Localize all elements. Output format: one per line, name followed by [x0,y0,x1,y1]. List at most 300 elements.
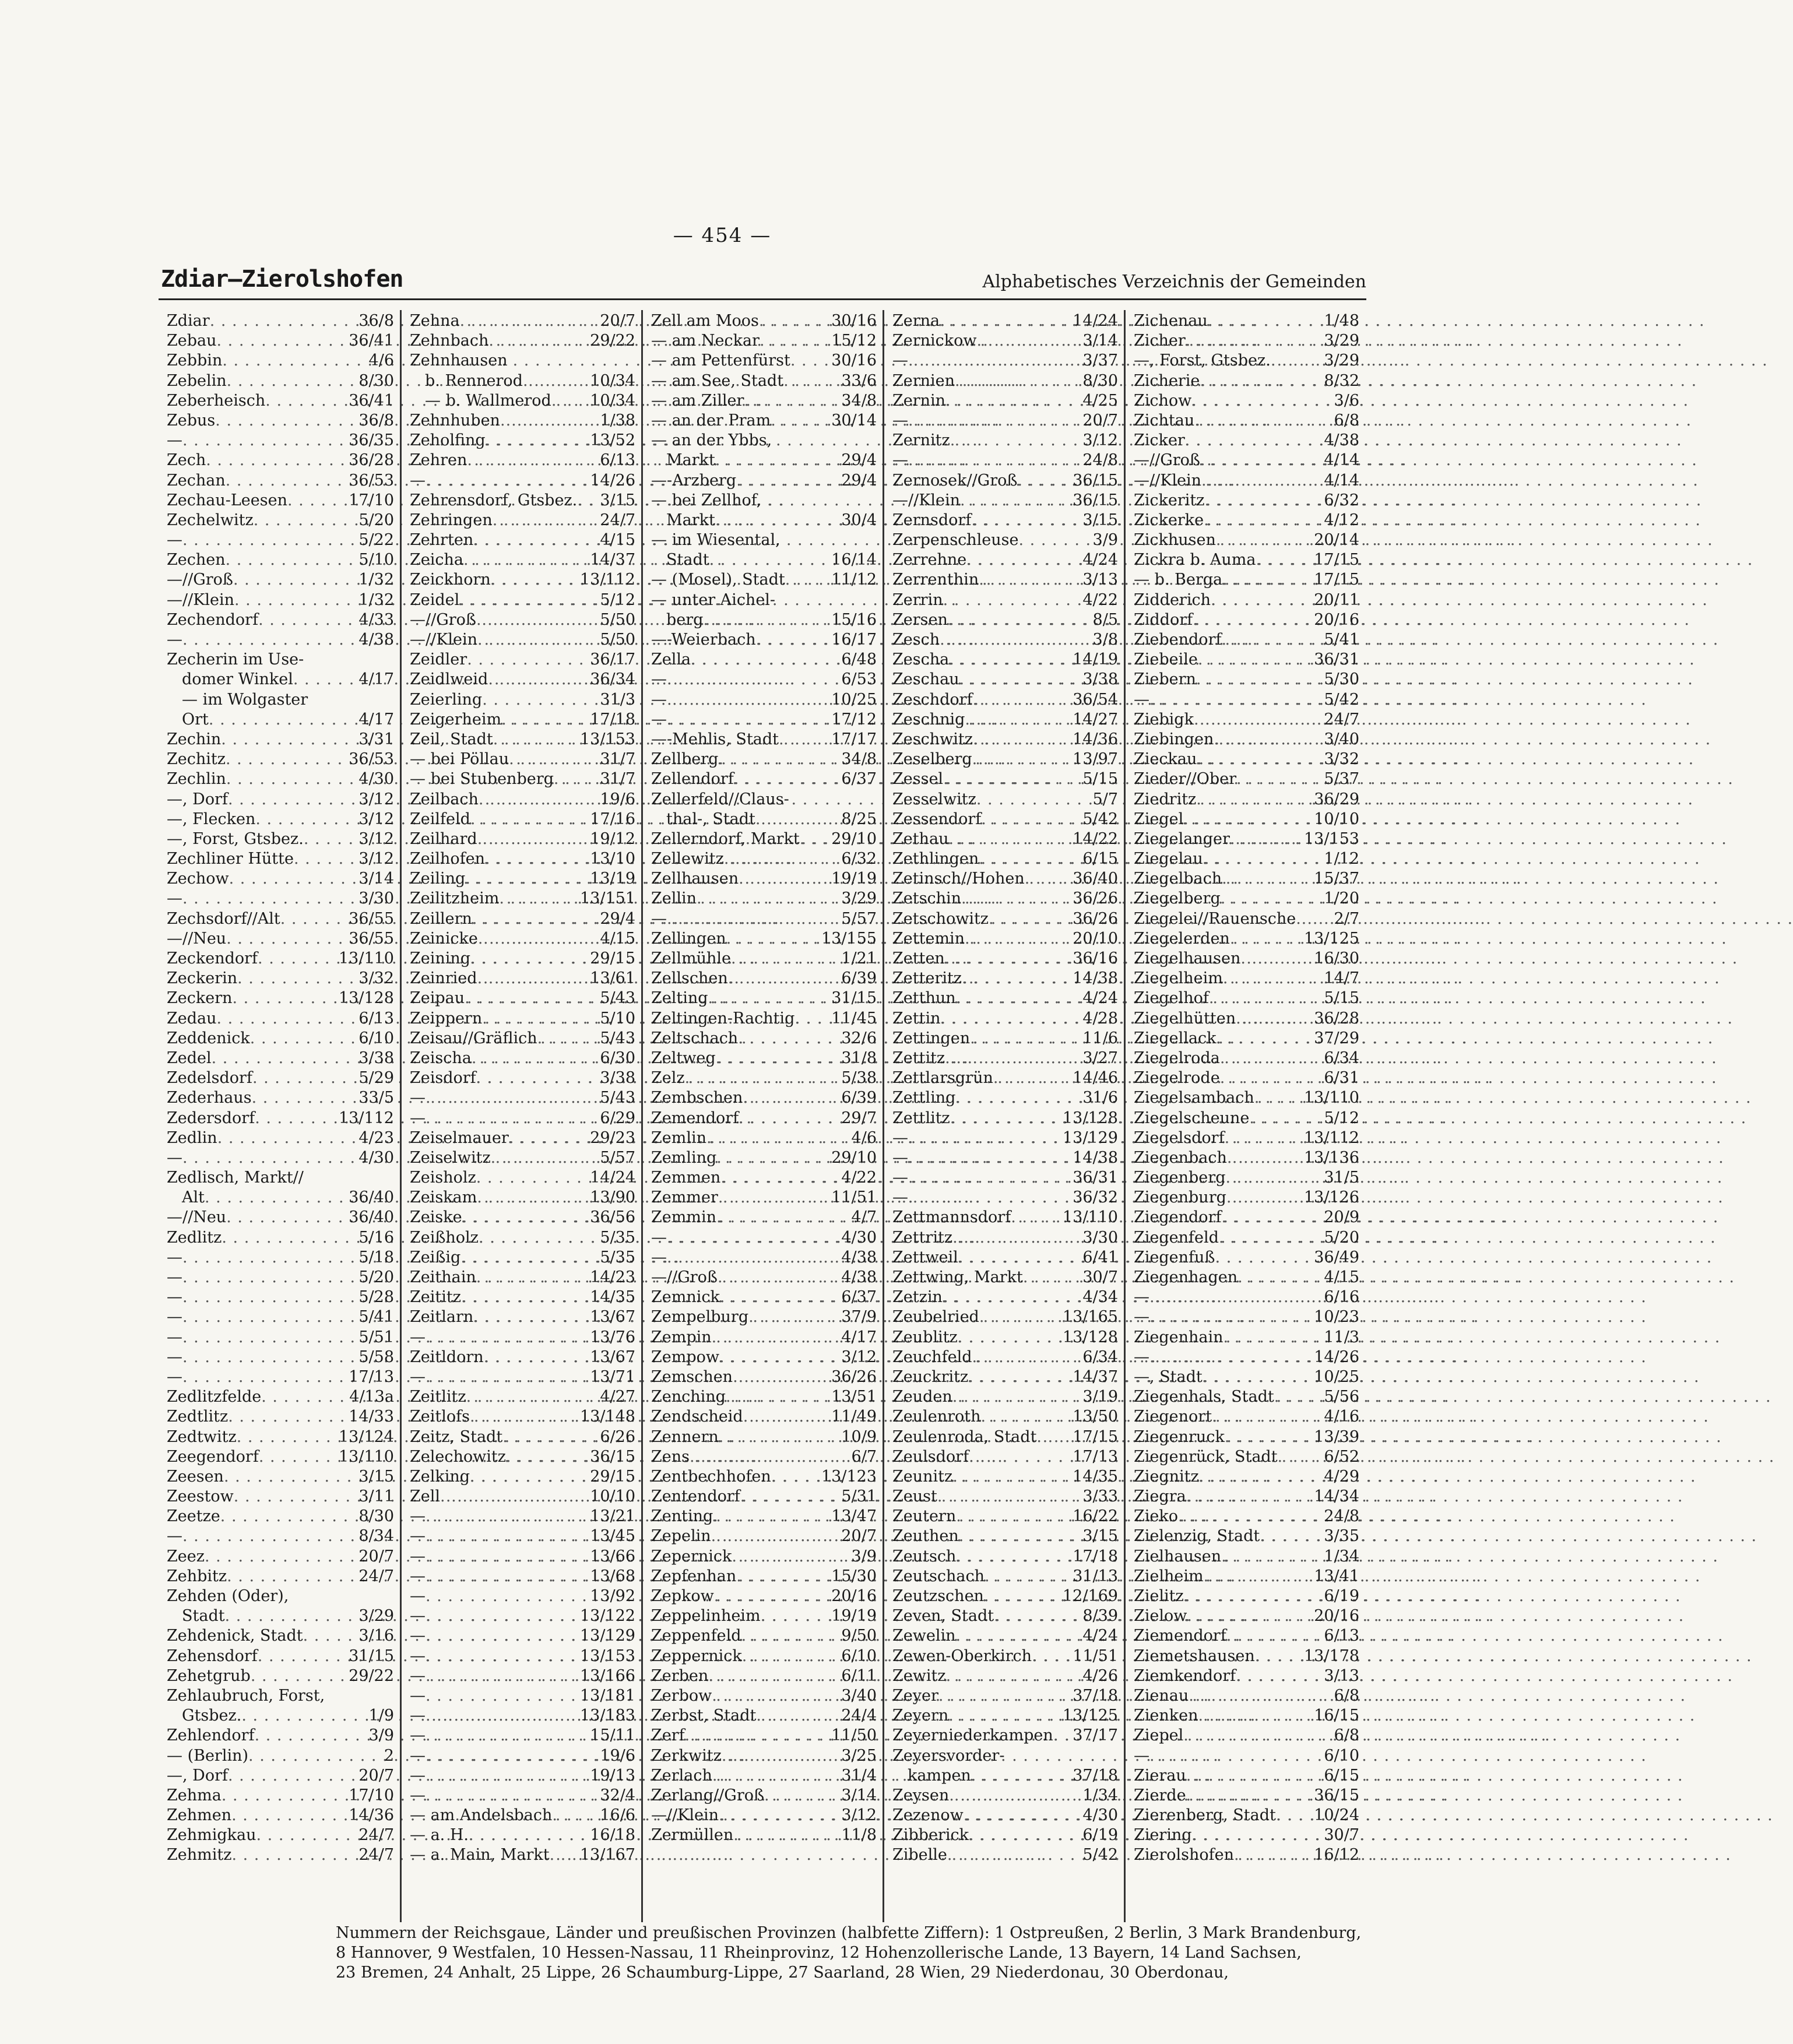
dot-leader [1224,1328,1322,1348]
entry-row [167,1487,394,1507]
entry-ref: 14/24 [1073,312,1118,330]
entry-ref: 3/38 [358,1049,394,1067]
column-1 [159,310,400,1922]
entry-row [167,750,394,769]
dot-leader [234,1487,357,1507]
dot-leader [228,1407,346,1427]
dot-leader [1196,670,1321,689]
entry-name: Ziebeile [1134,650,1198,669]
dot-leader [1186,1487,1312,1507]
dot-leader [462,1208,588,1227]
dot-leader [506,1447,588,1467]
entry-ref: 14/22 [1073,829,1118,848]
entry-name: Zettritz [892,1228,953,1247]
entry-ref: 14/26 [590,471,635,490]
entry-ref: 13/128 [1063,1328,1118,1346]
dot-leader [764,1786,839,1806]
entry-row [892,311,1118,331]
entry-name: Zembschen [651,1089,743,1107]
footer-line-2: 8 Hannover, 9 Westfalen, 10 Hessen-Nassau, 11 Rheinprovinz, 12 Hohenzollerische Lande, 13 Bayern, 14 Land Sachsen, [336,1944,1302,1962]
entry-row [1134,1507,1359,1526]
dot-leader [476,1268,588,1287]
entry-row [410,810,635,829]
entry-name: Ziegenfeld [1134,1228,1219,1247]
entry-ref: 3/13 [1082,571,1118,589]
entry-name: Zemmer [651,1188,718,1207]
entry-ref: 13/128 [339,989,394,1008]
entry-name: Ziddorf [1134,610,1193,629]
entry-name: Zeitldorn [410,1348,484,1366]
entry-ref: 24/7 [600,511,635,529]
entry-row [892,1547,1118,1567]
entry-ref: 5/42 [1082,1846,1118,1864]
entry-ref: 5/30 [1324,670,1359,689]
entry-row [410,1746,635,1766]
entry-ref: 29/15 [590,949,635,968]
entry-name: Zederhaus [167,1089,252,1107]
entry-ref: 30/14 [831,411,877,430]
dot-leader [465,988,597,1008]
entry-ref: 5/50 [600,631,635,649]
entry-ref: 4/38 [841,1248,877,1266]
entry-name: —//Klein [167,590,235,609]
entry-name: Ziegendorf [1134,1208,1222,1227]
entry-ref: 13/129 [1063,1128,1118,1147]
dot-leader [958,1248,1081,1268]
entry-ref: 3/30 [1082,1228,1118,1247]
entry-name: Zehren [410,451,467,470]
entry-ref: 2/7 [1334,909,1359,928]
entry-ref: 5/18 [358,1248,394,1266]
entry-ref: 11/51 [1073,1647,1118,1665]
entry-ref: 13/112 [580,571,635,589]
entry-row [167,909,394,929]
entry-row [892,750,1118,769]
entry-row [167,969,394,988]
entry-ref: 3/35 [1324,1527,1359,1546]
entry-row [651,1726,877,1746]
entry-row [892,1825,1118,1845]
entry-name: — [410,1686,426,1705]
entry-name: Zempow [651,1348,719,1366]
dot-leader [1222,570,1312,590]
entry-name: Zieckau [1134,750,1197,769]
entry-row [410,1706,635,1726]
dot-leader [293,670,356,689]
entry-row [892,790,1118,810]
entry-name: — [651,909,667,928]
entry-row [651,1447,877,1467]
entry-ref: 13/166 [580,1666,635,1685]
entry-row [1134,1387,1359,1407]
entry-ref: 8/30 [358,1507,394,1526]
entry-row [410,1526,635,1546]
entry-name: Zeyer [892,1686,938,1705]
entry-ref: 4/38 [841,1268,877,1286]
entry-ref: 37/29 [1314,1029,1359,1047]
entry-name: Zellendorf [651,770,734,789]
dot-leader [467,650,588,670]
entry-ref: 6/16 [1324,1288,1359,1307]
entry-name: — [167,631,182,649]
entry-name: Zeltschach [651,1029,739,1047]
entry-name: — [410,1666,426,1685]
entry-name: — [892,411,908,430]
entry-row [892,1706,1118,1726]
entry-row [410,1068,635,1088]
entry-ref: 5/28 [358,1288,394,1307]
dot-leader [182,431,346,451]
entry-row [167,530,394,550]
entry-name: Zeilhard [410,829,477,848]
entry-row [892,849,1118,869]
entry-row [651,790,877,810]
entry-ref: 5/20 [1324,1228,1359,1247]
entry-name: Zempin [651,1328,712,1346]
entry-name: Zeublitz [892,1328,958,1346]
entry-row [410,1168,635,1188]
dot-leader [1194,411,1331,431]
entry-ref: 13/21 [590,1507,635,1526]
entry-ref: 2 [384,1746,394,1765]
entry-ref: 3/32 [1324,750,1359,769]
dot-leader [1225,1427,1312,1447]
entry-ref: 34/8 [841,750,877,769]
entry-ref: 13/10 [590,850,635,868]
entry-row [410,331,635,351]
entry-ref: 5/42 [1324,690,1359,709]
entry-row [167,570,394,590]
dot-leader [718,1268,839,1287]
entry-name: — a. H. [410,1826,469,1845]
dot-leader [1199,1467,1322,1487]
entry-row [651,1507,877,1526]
entry-name: Ziegenfuß [1134,1248,1215,1266]
dot-leader [984,1586,1060,1606]
entry-row [1134,1567,1359,1586]
dot-leader [426,1586,588,1606]
dot-leader [1197,750,1321,769]
dot-leader [685,1068,839,1088]
dot-leader [985,1567,1070,1586]
entry-ref: 36/35 [349,431,394,450]
dot-leader [231,1806,346,1825]
entry-ref: 4/22 [1082,590,1118,609]
entry-ref: 6/34 [1082,1348,1118,1366]
dot-leader [1187,1606,1312,1626]
entry-ref: 1/34 [1082,1786,1118,1804]
entry-name: Zechitz [167,750,226,769]
entry-name: Zickeritz [1134,491,1205,509]
dot-leader [470,810,588,829]
entry-row [651,1746,877,1766]
dot-leader [217,1128,357,1148]
dot-leader [1236,1009,1312,1029]
entry-name: Zechelwitz [167,511,254,529]
entry-name: Zeithain [410,1268,476,1286]
entry-row [651,1586,877,1606]
entry-name: thal-, Stadt [666,810,755,828]
entry-name: — [1134,1746,1149,1765]
entry-name: — [892,1148,908,1167]
entry-name: Zeschau [892,670,959,689]
entry-row [892,331,1118,351]
dot-leader [1053,1726,1070,1746]
entry-row [167,1228,394,1248]
entry-name: Zechan [167,471,226,490]
dot-leader [486,431,588,451]
column-4 [883,310,1124,1922]
entry-ref: 3/29 [1324,332,1359,350]
dot-leader [1149,1287,1321,1307]
entry-ref: 20/7 [358,1547,394,1565]
entry-ref: 3/25 [841,1746,877,1765]
dot-leader [1184,1586,1322,1606]
dot-leader [224,1467,356,1487]
entry-name: Zernosek//Groß [892,471,1018,490]
entry-ref: 13/90 [590,1188,635,1207]
entry-name: Zessel [892,770,944,789]
entry-row [1134,391,1359,411]
entry-name: Zechow [167,870,229,888]
entry-row [410,1387,635,1407]
entry-row [167,610,394,630]
entry-ref: 8/30 [1082,371,1118,390]
dot-leader [1271,351,1322,371]
entry-row [892,371,1118,391]
dot-leader [960,491,1070,511]
entry-row [651,1109,877,1128]
entry-ref: 10/34 [590,371,635,390]
entry-name: —//Klein [410,631,478,649]
entry-ref: 5/10 [358,551,394,569]
dot-leader [225,1606,357,1626]
entry-row [410,730,635,750]
entry-ref: 36/28 [349,451,394,470]
dot-leader [228,1766,356,1786]
entry-ref: 10/10 [590,1487,635,1506]
dot-leader [210,311,357,331]
entry-name: — [1134,1348,1149,1366]
entry-row [892,650,1118,670]
entry-ref: 4/28 [1082,1009,1118,1028]
entry-ref: 29/4 [600,909,635,928]
entry-row [410,1268,635,1287]
entry-row [651,1467,877,1487]
entry-ref: 24/4 [841,1707,877,1725]
entry-ref: 4/23 [358,1128,394,1147]
entry-row [1134,511,1359,530]
entry-row [1134,610,1359,630]
entry-ref: 14/7 [1324,969,1359,988]
entry-row [651,1706,877,1726]
dot-leader [523,371,588,391]
entry-name: —, Dorf [167,1766,228,1785]
entry-ref: 6/41 [1082,1248,1118,1266]
entry-ref: 16/6 [600,1806,635,1825]
dot-leader [1017,471,1070,491]
entry-ref: 4/30 [358,770,394,789]
entry-name: Zehringen [410,511,493,529]
entry-row [410,1009,635,1029]
entry-ref: 6/10 [841,1647,877,1665]
entry-ref: 4/6 [368,351,394,370]
entry-row [1134,889,1359,909]
dot-leader [712,1686,839,1706]
entry-ref: 3/32 [358,969,394,988]
entry-row [892,1248,1118,1268]
entry-ref: 36/40 [349,1208,394,1227]
entry-name: Ziebingen [1134,730,1214,748]
entry-name: Zellin [651,889,697,908]
entry-name: Ziegelroda [1134,1049,1220,1067]
entry-ref: 13/97 [1073,750,1118,769]
dot-leader [460,311,598,331]
entry-ref: 29/22 [349,1666,394,1685]
entry-ref: 3/8 [1092,631,1118,649]
entry-ref: 20/10 [1073,929,1118,948]
entry-ref: 1/12 [1324,850,1359,868]
entry-row [1134,371,1359,391]
entry-name: — [410,1367,426,1386]
dot-leader [965,929,1070,949]
entry-row [410,371,635,391]
entry-row [1134,1228,1359,1248]
entry-name: kampen [908,1766,971,1785]
dot-leader [229,869,357,889]
entry-ref: 6/8 [1334,411,1359,430]
dot-leader [1225,1168,1321,1188]
entry-name: Stadt [182,1607,225,1626]
entry-row [892,1128,1118,1148]
entry-ref: 31/8 [841,1049,877,1067]
dot-leader [748,1307,839,1327]
entry-ref: 3/38 [1082,670,1118,689]
entry-name: — [410,1587,426,1605]
entry-row [651,1088,877,1108]
entry-row [892,1049,1118,1068]
entry-row [1134,1447,1359,1467]
entry-name: — [167,531,182,550]
dot-leader [962,969,1070,988]
entry-row [892,411,1118,431]
dot-leader [964,1806,1081,1825]
entry-name: Zeckendorf [167,949,258,968]
entry-name: — [410,1109,426,1127]
entry-row [892,1348,1118,1367]
dot-leader [1204,1567,1312,1586]
entry-row [1134,1606,1359,1626]
dot-leader [1254,1088,1302,1108]
entry-name: — bei Pöllau [410,750,509,769]
entry-name: Zeiselwitz [410,1148,491,1167]
entry-name: Zechsdorf//Alt [167,909,280,928]
entry-row [410,1825,635,1845]
entry-ref: 6/37 [841,770,877,789]
entry-name: Zerf [651,1726,685,1745]
entry-row [167,1148,394,1168]
entry-ref: 3/16 [358,1627,394,1645]
entry-name: Zierau [1134,1766,1186,1785]
entry-ref: 16/30 [1314,949,1359,968]
entry-row [410,451,635,470]
entry-row [892,451,1118,470]
entry-ref: 3/14 [358,870,394,888]
entry-name: — [410,1607,426,1626]
entry-ref: 36/29 [1314,790,1359,808]
entry-ref: 5/29 [358,1069,394,1088]
entry-name: — [410,1328,426,1346]
dot-leader [713,1507,829,1526]
dot-leader [716,1148,829,1168]
entry-ref: 6/10 [1324,1746,1359,1765]
entry-ref: 20/7 [600,312,635,330]
entry-row [1134,710,1359,730]
entry-name: Zepkow [651,1587,714,1605]
entry-row [892,1407,1118,1427]
entry-ref: 3/12 [358,790,394,808]
dot-leader [697,889,839,909]
entry-row [410,431,635,451]
entry-name: Zehlaubruch, Forst, [167,1686,325,1705]
gazetteer-columns [159,310,1366,1922]
entry-name: Zella [651,650,691,669]
dot-leader [463,550,588,570]
dot-leader [711,1526,839,1546]
entry-ref: 6/52 [1324,1447,1359,1466]
entry-ref: 6/7 [851,1447,877,1466]
entry-ref: 4/17 [841,1328,877,1346]
entry-row [167,1208,394,1227]
dot-leader [478,929,598,949]
entry-row [892,570,1118,590]
entry-name: Zentendorf [651,1487,740,1506]
entry-row [651,690,877,710]
entry-row [167,1746,394,1766]
entry-row [651,769,877,789]
entry-row [410,1088,635,1108]
entry-row [651,1328,877,1348]
entry-row [651,650,877,670]
dot-leader [959,1526,1081,1546]
entry-row [1134,1168,1359,1188]
entry-row [892,1148,1118,1168]
entry-row [410,1228,635,1248]
entry-name: Ziegellack [1134,1029,1217,1047]
entry-row [410,929,635,949]
entry-row [1134,1009,1359,1029]
entry-name: Zeiselmauer [410,1128,509,1147]
dot-leader [1221,1547,1321,1567]
entry-row [410,769,635,789]
entry-row [167,1029,394,1049]
entry-ref: 20/7 [841,1527,877,1546]
entry-name: Zettweil [892,1248,958,1266]
entry-ref: 3/15 [600,491,635,509]
entry-row [167,670,394,689]
dot-leader [958,1328,1060,1348]
entry-row [410,1686,635,1706]
entry-ref: 36/53 [349,471,394,490]
entry-name: — [167,889,182,908]
dot-leader [712,1328,839,1348]
entry-ref: 4/25 [1082,391,1118,410]
entry-row [892,1447,1118,1467]
entry-name: Zellewitz [651,850,724,868]
entry-name: Zedersdorf [167,1109,255,1127]
entry-name: — [167,1148,182,1167]
entry-name: Zeisau//Gräflich [410,1029,537,1047]
